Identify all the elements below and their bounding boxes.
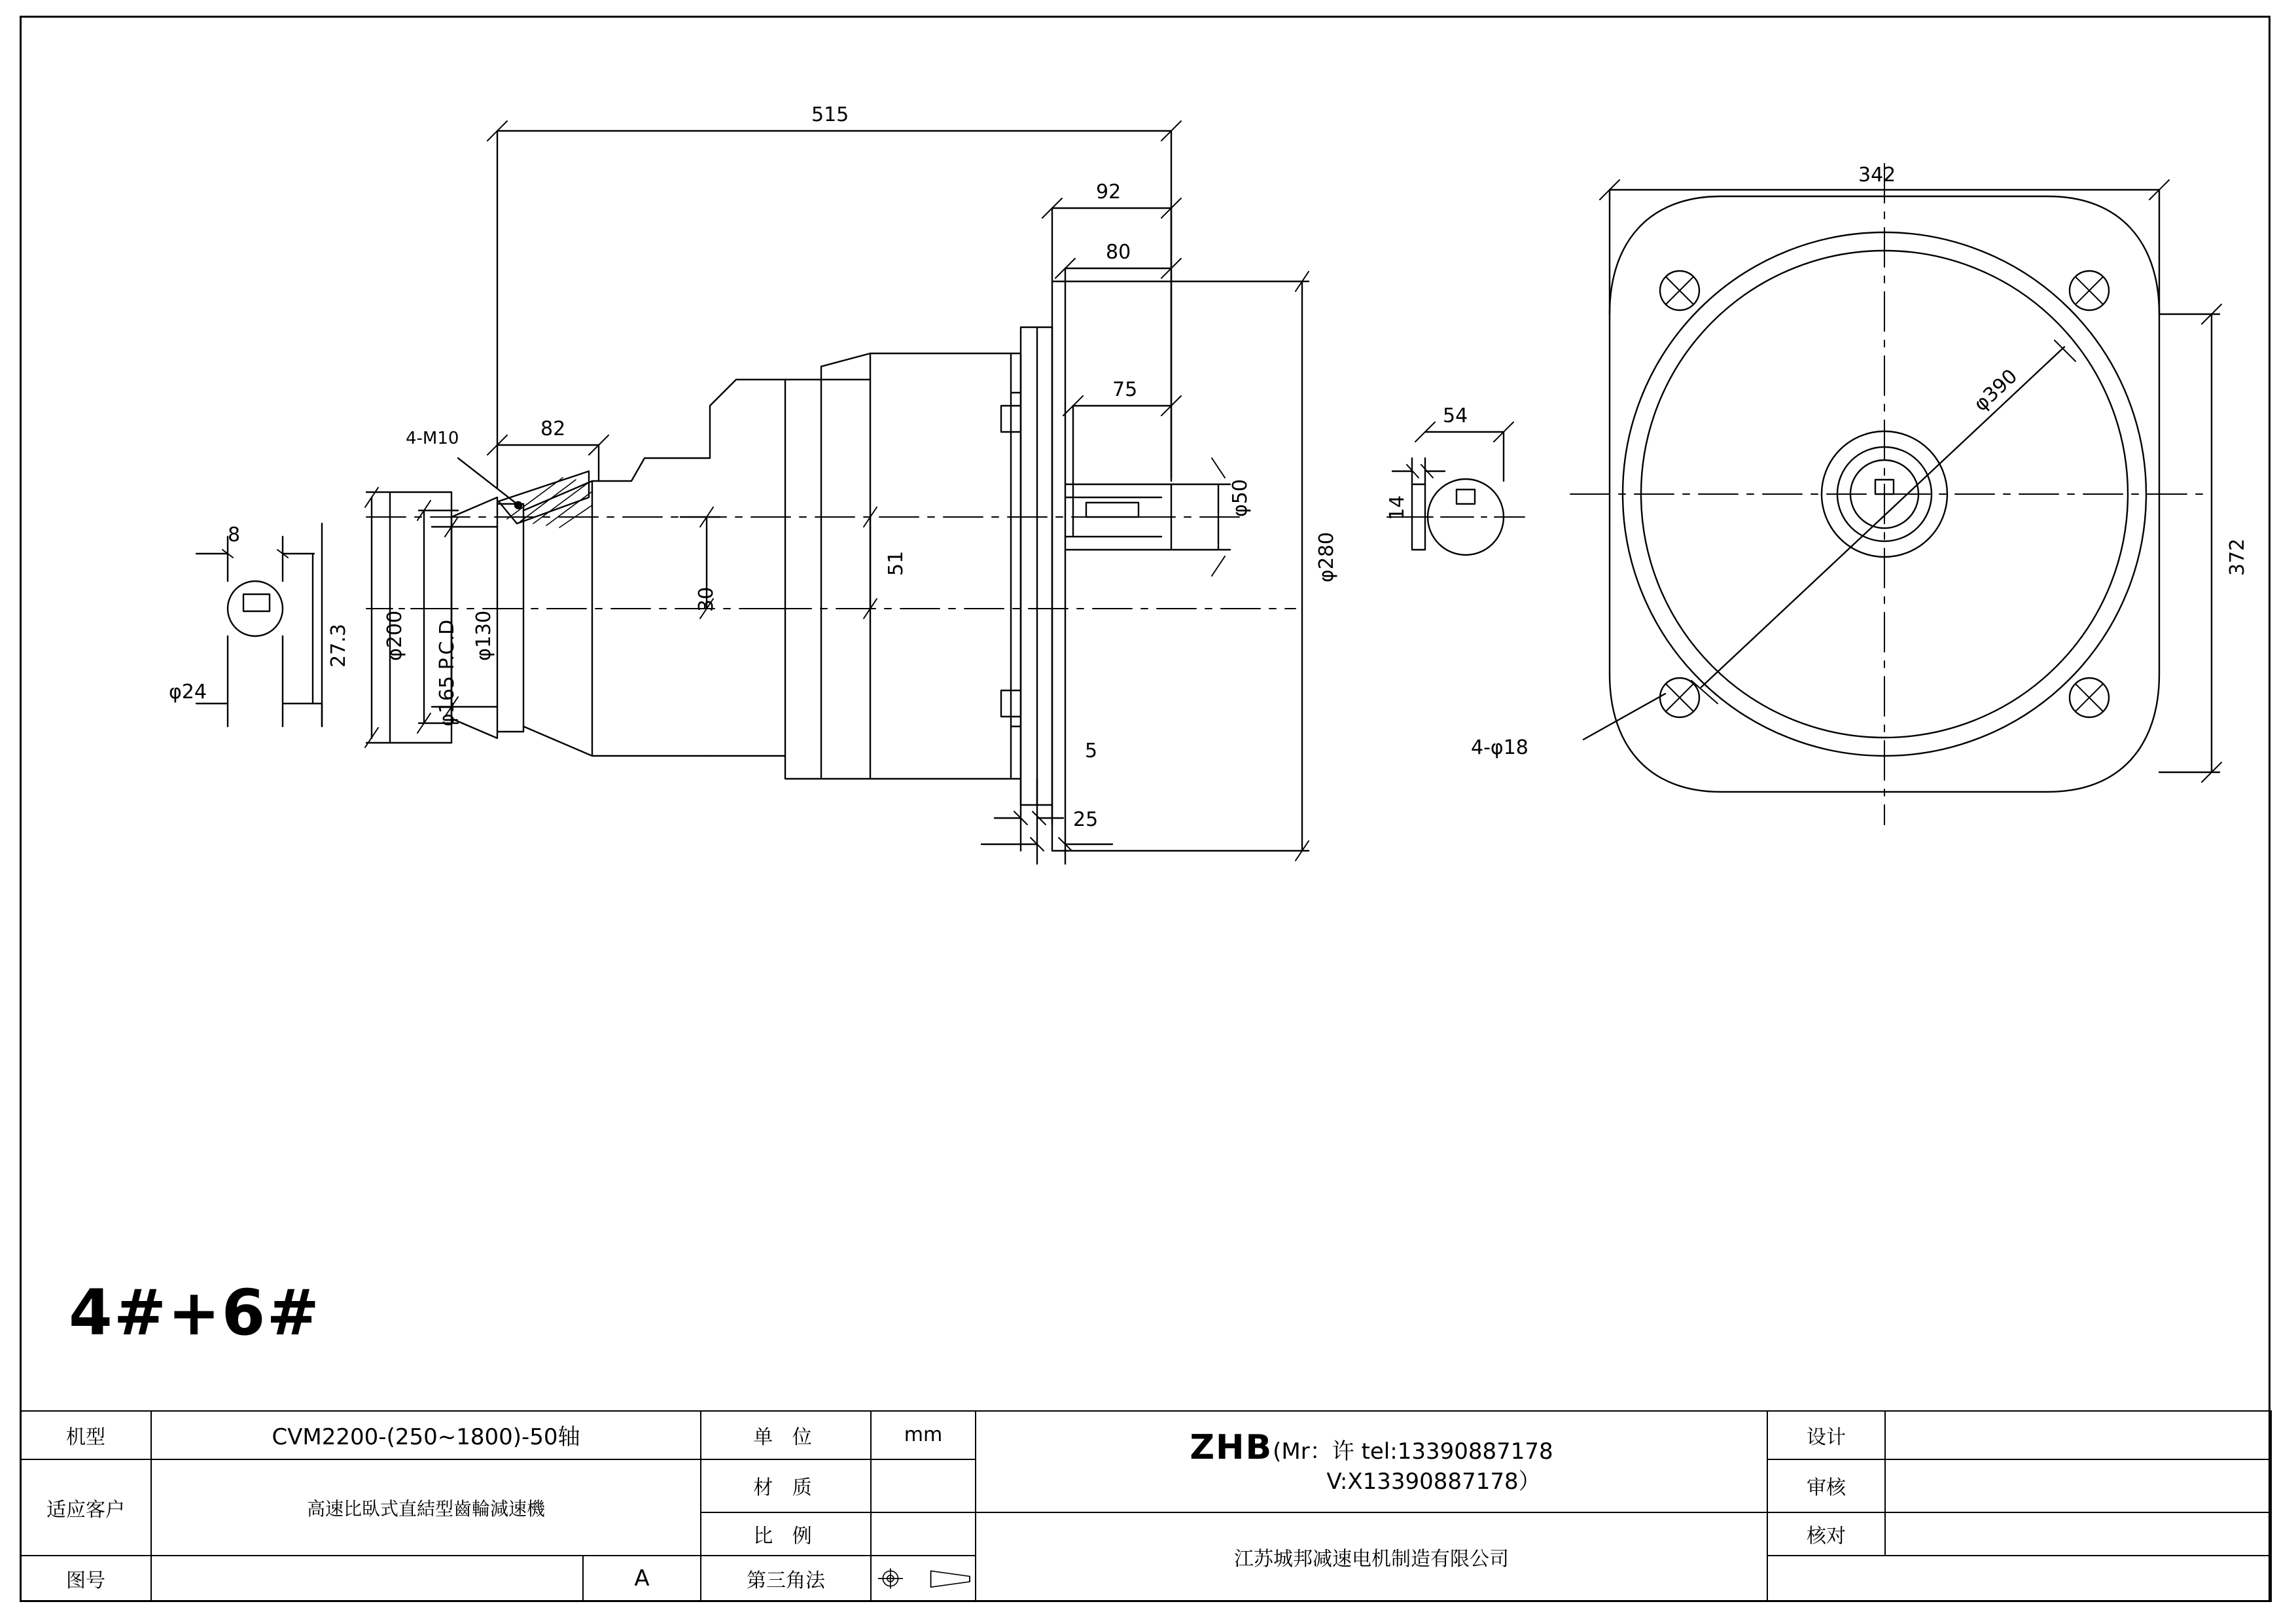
value-customer: 高速比臥式直結型齒輪減速機	[151, 1459, 701, 1556]
dimension-80: 80	[1106, 241, 1131, 264]
value-material	[871, 1459, 976, 1512]
dimension-92: 92	[1096, 181, 1122, 204]
label-customer: 适应客户	[20, 1459, 151, 1556]
value-unit: mm	[871, 1411, 976, 1459]
dimension-phi200: φ200	[383, 610, 406, 661]
dimension-342: 342	[1858, 164, 1896, 187]
dimension-phi280: φ280	[1315, 531, 1338, 582]
sheet-size: A	[583, 1556, 701, 1601]
dimension-phi390: φ390	[1969, 365, 2022, 416]
label-verify: 核对	[1767, 1512, 1885, 1556]
brand-name: ZHB	[1190, 1427, 1273, 1467]
label-design: 设计	[1767, 1411, 1885, 1459]
sheet-tag: 4#+6#	[69, 1276, 321, 1349]
value-drawing-no	[151, 1556, 583, 1601]
dimension-30: 30	[695, 586, 718, 612]
dimension-5: 5	[1085, 740, 1098, 762]
dimension-phi165-pcd: φ165 P.C.D	[436, 619, 459, 726]
dimension-phi24: φ24	[169, 681, 207, 704]
title-block	[20, 1410, 2270, 1602]
dimension-phi130: φ130	[472, 610, 495, 661]
brand-cell	[976, 1411, 1767, 1512]
dimension-82: 82	[540, 418, 566, 440]
brand-contact: (Mr：许 tel:13390887178	[1273, 1438, 1553, 1465]
callout-4-m10: 4-M10	[406, 429, 459, 448]
dimension-phi50: φ50	[1229, 479, 1252, 517]
projection-circle-icon	[872, 1563, 910, 1594]
dimension-51: 51	[885, 550, 908, 576]
value-scale	[871, 1512, 976, 1556]
title-block-filler	[1767, 1556, 2271, 1601]
label-model: 机型	[20, 1411, 151, 1459]
dimension-25: 25	[1073, 808, 1099, 831]
projection-cone-icon	[927, 1565, 975, 1592]
label-projection: 第三角法	[701, 1556, 871, 1601]
company-name: 江苏城邦减速电机制造有限公司	[976, 1512, 1767, 1601]
label-material: 材 质	[701, 1459, 871, 1512]
label-unit: 单 位	[701, 1411, 871, 1459]
value-verify	[1885, 1512, 2271, 1556]
callout-4-phi18: 4-φ18	[1471, 736, 1528, 759]
dimension-75: 75	[1112, 378, 1138, 401]
value-model: CVM2200-(250~1800)-50轴	[151, 1411, 701, 1459]
dimension-8: 8	[228, 524, 241, 546]
dimension-14: 14	[1386, 495, 1409, 520]
label-drawing-no: 图号	[20, 1556, 151, 1601]
projection-symbol	[871, 1556, 976, 1601]
label-check: 审核	[1767, 1459, 1885, 1512]
dimension-515: 515	[811, 103, 849, 126]
dimension-54: 54	[1443, 404, 1468, 427]
value-check	[1885, 1459, 2271, 1512]
dimension-372: 372	[2226, 538, 2249, 576]
dimension-27-3: 27.3	[327, 624, 350, 668]
value-design	[1885, 1411, 2271, 1459]
label-scale: 比 例	[701, 1512, 871, 1556]
brand-contact-2: V:X13390887178）	[1326, 1469, 1541, 1495]
